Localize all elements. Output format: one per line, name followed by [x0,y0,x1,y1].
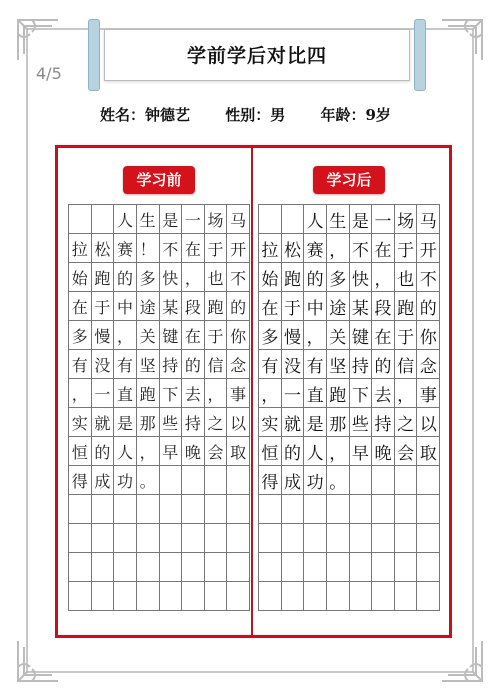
grid-cell: 不 [160,234,183,263]
grid-cell: ， [114,321,137,350]
grid-cell [304,524,327,553]
grid-cell [282,553,305,582]
grid-cell: ， [69,379,92,408]
grid-cell: 的 [182,350,205,379]
grid-cell: 信 [395,350,418,379]
grid-cell: 就 [282,408,305,437]
grid-cell [160,495,183,524]
grid-cell [114,524,137,553]
grid-cell: 有 [304,350,327,379]
grid-cell: ， [395,379,418,408]
grid-cell [259,524,282,553]
grid-cell: ， [372,263,395,292]
grid-cell: 某 [160,292,183,321]
grid-cell: 赛 [114,234,137,263]
grid-cell: 中 [304,292,327,321]
grid-cell: 人 [114,205,137,234]
grid-cell [69,553,92,582]
grid-cell: 多 [69,321,92,350]
grid-cell: 恒 [259,437,282,466]
grid-cell [227,495,250,524]
grid-cell: 一 [92,379,115,408]
grid-cell: 持 [182,408,205,437]
grid-cell: 人 [304,437,327,466]
grid-cell: 的 [372,350,395,379]
grid-cell [114,582,137,611]
grid-cell: 晚 [372,437,395,466]
grid-cell: 键 [350,321,373,350]
grid-cell [417,582,440,611]
comparison-sheet [55,145,452,638]
corner-ornament-icon [14,637,62,685]
grid-cell: 念 [417,350,440,379]
grid-cell: ！ [137,234,160,263]
grid-cell [259,553,282,582]
page-indicator: 4/5 [36,64,62,83]
grid-cell [205,524,228,553]
grid-cell [160,466,183,495]
grid-cell [69,524,92,553]
grid-cell: ， [304,321,327,350]
grid-cell: 马 [417,205,440,234]
before-writing-grid [68,204,250,611]
grid-cell: 得 [259,466,282,495]
grid-cell [395,553,418,582]
grid-cell: 也 [395,263,418,292]
grid-cell: 的 [92,437,115,466]
grid-cell [137,553,160,582]
grid-cell: 功 [304,466,327,495]
grid-cell: 段 [372,292,395,321]
grid-cell: 的 [227,292,250,321]
grid-cell: 那 [327,408,350,437]
grid-cell [160,553,183,582]
grid-cell [92,524,115,553]
grid-cell [182,553,205,582]
grid-cell: 跑 [395,292,418,321]
grid-cell [69,205,92,234]
grid-cell: 跑 [92,263,115,292]
grid-cell [372,466,395,495]
grid-cell: 早 [350,437,373,466]
grid-cell: 有 [69,350,92,379]
grid-cell: 在 [182,234,205,263]
grid-cell: 跑 [327,379,350,408]
grid-cell: ， [205,379,228,408]
grid-cell: 恒 [69,437,92,466]
grid-cell: 去 [372,379,395,408]
grid-cell: 松 [282,234,305,263]
grid-cell: 那 [137,408,160,437]
grid-cell: 之 [395,408,418,437]
grid-cell: 马 [227,205,250,234]
grid-cell [327,524,350,553]
grid-cell: 以 [227,408,250,437]
grid-cell: 多 [327,263,350,292]
grid-cell [350,495,373,524]
grid-cell [227,524,250,553]
grid-cell [327,553,350,582]
grid-cell: 你 [227,321,250,350]
grid-cell [92,582,115,611]
grid-cell: 生 [137,205,160,234]
grid-cell: 没 [282,350,305,379]
grid-cell [205,466,228,495]
page-title: 学前学后对比四 [186,45,327,67]
grid-cell: 生 [327,205,350,234]
grid-cell: 途 [137,292,160,321]
grid-cell: 一 [282,379,305,408]
grid-cell [395,466,418,495]
grid-cell: 直 [304,379,327,408]
grid-cell [417,524,440,553]
grid-cell: 成 [92,466,115,495]
grid-cell: 会 [395,437,418,466]
grid-cell: 松 [92,234,115,263]
grid-cell [304,553,327,582]
grid-cell: 些 [350,408,373,437]
grid-cell [137,582,160,611]
grid-cell: 某 [350,292,373,321]
grid-cell: 实 [69,408,92,437]
grid-cell: 有 [114,350,137,379]
grid-cell: 在 [69,292,92,321]
grid-cell [350,582,373,611]
grid-cell: 于 [92,292,115,321]
grid-cell [372,495,395,524]
grid-cell [372,582,395,611]
grid-cell: 去 [182,379,205,408]
grid-cell: 拉 [259,234,282,263]
grid-cell: 下 [160,379,183,408]
grid-cell: 场 [205,205,228,234]
scroll-rod-left [88,19,100,91]
grid-cell: 是 [160,205,183,234]
grid-cell: 始 [259,263,282,292]
grid-cell: 不 [417,263,440,292]
grid-cell [304,582,327,611]
grid-cell [417,553,440,582]
grid-cell: 些 [160,408,183,437]
grid-cell: 关 [327,321,350,350]
grid-cell [69,582,92,611]
grid-cell: 不 [227,263,250,292]
grid-cell: 以 [417,408,440,437]
grid-cell: 功 [114,466,137,495]
after-writing-grid [258,204,440,611]
grid-cell [137,495,160,524]
grid-cell [350,524,373,553]
scroll-paper [104,29,410,81]
grid-cell [372,553,395,582]
grid-cell: 不 [350,234,373,263]
grid-cell: 多 [259,321,282,350]
grid-cell [304,495,327,524]
grid-cell: 是 [350,205,373,234]
grid-cell [137,524,160,553]
grid-cell: 坚 [327,350,350,379]
grid-cell [327,495,350,524]
grid-cell [282,524,305,553]
grid-cell [259,495,282,524]
grid-cell: ， [182,263,205,292]
grid-cell [92,205,115,234]
grid-cell [160,524,183,553]
grid-cell: 信 [205,350,228,379]
grid-cell: 拉 [69,234,92,263]
student-gender: 性别：男 [225,106,286,124]
before-column [68,156,250,611]
grid-cell: 也 [205,263,228,292]
corner-ornament-icon [14,16,62,64]
grid-cell: 就 [92,408,115,437]
grid-cell: 会 [205,437,228,466]
grid-cell: 成 [282,466,305,495]
student-age: 年龄：9岁 [320,106,391,124]
student-info [100,104,421,125]
grid-cell [69,495,92,524]
grid-cell: ， [137,437,160,466]
grid-cell [395,524,418,553]
grid-cell: 人 [114,437,137,466]
grid-cell: ， [259,379,282,408]
grid-cell [227,582,250,611]
grid-cell [417,495,440,524]
grid-cell: 于 [395,234,418,263]
grid-cell: 下 [350,379,373,408]
grid-cell: 之 [205,408,228,437]
grid-cell: 段 [182,292,205,321]
grid-cell: 开 [227,234,250,263]
grid-cell: 跑 [282,263,305,292]
grid-cell [282,582,305,611]
grid-cell: 。 [327,466,350,495]
student-name: 姓名：钟德艺 [100,106,191,124]
grid-cell: 快 [160,263,183,292]
grid-cell: 直 [114,379,137,408]
grid-cell: 得 [69,466,92,495]
grid-cell [114,553,137,582]
grid-cell: 是 [114,408,137,437]
grid-cell: 的 [282,437,305,466]
grid-cell [205,495,228,524]
grid-cell: 你 [417,321,440,350]
grid-cell: 中 [114,292,137,321]
grid-cell [205,553,228,582]
grid-cell [182,524,205,553]
scroll-rod-right [414,19,426,91]
grid-cell [395,495,418,524]
grid-cell: 坚 [137,350,160,379]
grid-cell: 跑 [137,379,160,408]
after-column [258,156,440,611]
grid-cell: 。 [137,466,160,495]
grid-cell: 一 [182,205,205,234]
grid-cell [92,495,115,524]
grid-cell: 是 [304,408,327,437]
grid-cell [372,524,395,553]
corner-ornament-icon [438,16,486,64]
grid-cell: 事 [417,379,440,408]
grid-cell: 人 [304,205,327,234]
grid-cell [282,495,305,524]
grid-cell: 跑 [205,292,228,321]
grid-cell [350,553,373,582]
grid-cell: 持 [350,350,373,379]
grid-cell: 的 [417,292,440,321]
grid-cell [160,582,183,611]
grid-cell [417,466,440,495]
grid-cell [395,582,418,611]
grid-cell [259,205,282,234]
grid-cell [114,495,137,524]
grid-cell: 的 [304,263,327,292]
grid-cell: 多 [137,263,160,292]
grid-cell: 慢 [92,321,115,350]
after-label: 学习后 [313,166,385,194]
grid-cell [282,205,305,234]
grid-cell: 关 [137,321,160,350]
grid-cell: 于 [205,234,228,263]
grid-cell: 实 [259,408,282,437]
grid-cell: ， [327,437,350,466]
grid-cell: 一 [372,205,395,234]
grid-cell [350,466,373,495]
title-scroll [88,19,426,91]
grid-cell: 于 [395,321,418,350]
before-label: 学习前 [123,166,195,194]
grid-cell: 持 [160,350,183,379]
grid-cell: 赛 [304,234,327,263]
grid-cell: 早 [160,437,183,466]
grid-cell [92,553,115,582]
grid-cell: 取 [227,437,250,466]
grid-cell: 的 [114,263,137,292]
grid-cell [205,582,228,611]
grid-cell: 有 [259,350,282,379]
grid-cell: 取 [417,437,440,466]
grid-cell: 持 [372,408,395,437]
grid-cell: 场 [395,205,418,234]
grid-cell [227,466,250,495]
grid-cell: 途 [327,292,350,321]
grid-cell: 在 [372,321,395,350]
grid-cell [182,495,205,524]
grid-cell: 始 [69,263,92,292]
grid-cell [259,582,282,611]
grid-cell [182,466,205,495]
column-divider [251,148,253,635]
grid-cell: 没 [92,350,115,379]
corner-ornament-icon [438,637,486,685]
grid-cell: 在 [372,234,395,263]
grid-cell: 在 [259,292,282,321]
grid-cell [327,582,350,611]
grid-cell [227,553,250,582]
grid-cell: 晚 [182,437,205,466]
grid-cell: 于 [205,321,228,350]
grid-cell: 于 [282,292,305,321]
grid-cell: 键 [160,321,183,350]
grid-cell: 事 [227,379,250,408]
grid-cell: 开 [417,234,440,263]
grid-cell: 慢 [282,321,305,350]
grid-cell [182,582,205,611]
grid-cell: 念 [227,350,250,379]
grid-cell: ， [327,234,350,263]
grid-cell: 在 [182,321,205,350]
grid-cell: 快 [350,263,373,292]
